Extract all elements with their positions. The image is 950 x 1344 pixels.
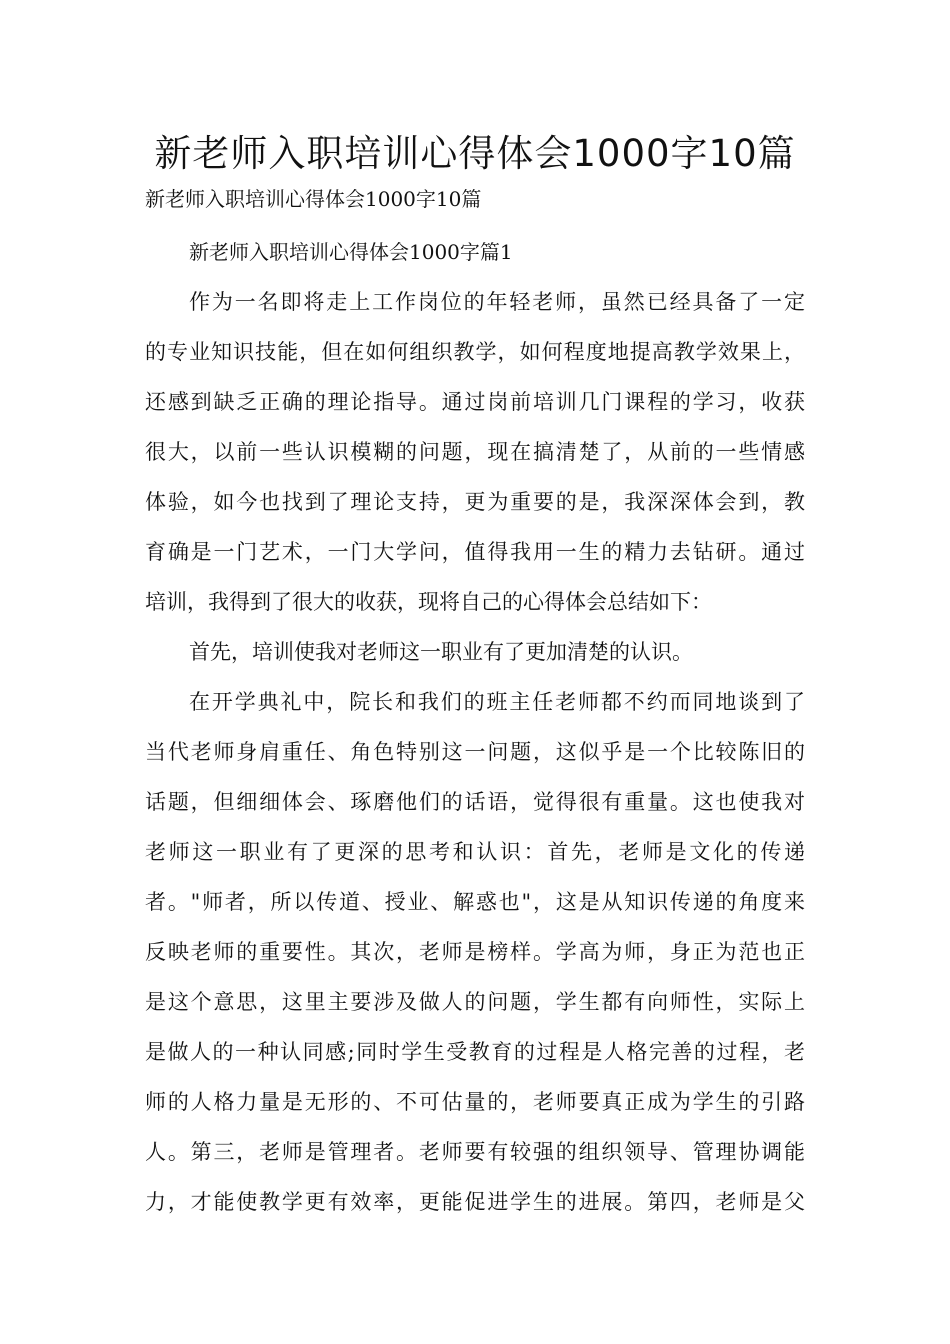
text-line: 当代老师身肩重任、角色特别这一问题，这似乎是一个比较陈旧的 [145,740,805,764]
text-line: 还感到缺乏正确的理论指导。通过岗前培训几门课程的学习，收获 [145,390,805,414]
text-line: 很大，以前一些认识模糊的问题，现在搞清楚了，从前的一些情感 [145,440,805,464]
text-line: 话题，但细细体会、琢磨他们的话语，觉得很有重量。这也使我对 [145,790,805,814]
text-line: 人。第三，老师是管理者。老师要有较强的组织领导、管理协调能 [145,1140,805,1164]
text-line: 首先，培训使我对老师这一职业有了更加清楚的认识。 [189,640,693,664]
document-title: 新老师入职培训心得体会1000字10篇 [154,132,796,175]
section-heading: 新老师入职培训心得体会1000字篇1 [189,240,513,264]
text-line: 反映老师的重要性。其次，老师是榜样。学高为师，身正为范也正 [145,940,805,964]
document-subtitle: 新老师入职培训心得体会1000字10篇 [145,187,482,211]
text-line: 体验，如今也找到了理论支持，更为重要的是，我深深体会到，教 [145,490,805,514]
text-line: 老师这一职业有了更深的思考和认识：首先，老师是文化的传递 [145,840,805,864]
text-line: 力，才能使教学更有效率，更能促进学生的进展。第四，老师是父 [145,1190,805,1214]
text-line: 是做人的一种认同感;同时学生受教育的过程是人格完善的过程，老 [145,1040,805,1064]
text-line: 是这个意思，这里主要涉及做人的问题，学生都有向师性，实际上 [145,990,805,1014]
text-line: 的专业知识技能，但在如何组织教学，如何程度地提高教学效果上， [145,340,805,364]
text-line: 作为一名即将走上工作岗位的年轻老师，虽然已经具备了一定 [189,290,805,314]
text-line: 育确是一门艺术，一门大学问，值得我用一生的精力去钻研。通过 [145,540,805,564]
text-line: 师的人格力量是无形的、不可估量的，老师要真正成为学生的引路 [145,1090,805,1114]
text-line: 培训，我得到了很大的收获，现将自己的心得体会总结如下： [145,590,712,614]
text-line: 者。"师者，所以传道、授业、解惑也"，这是从知识传递的角度来 [145,890,805,914]
text-line: 在开学典礼中，院长和我们的班主任老师都不约而同地谈到了 [189,690,805,714]
